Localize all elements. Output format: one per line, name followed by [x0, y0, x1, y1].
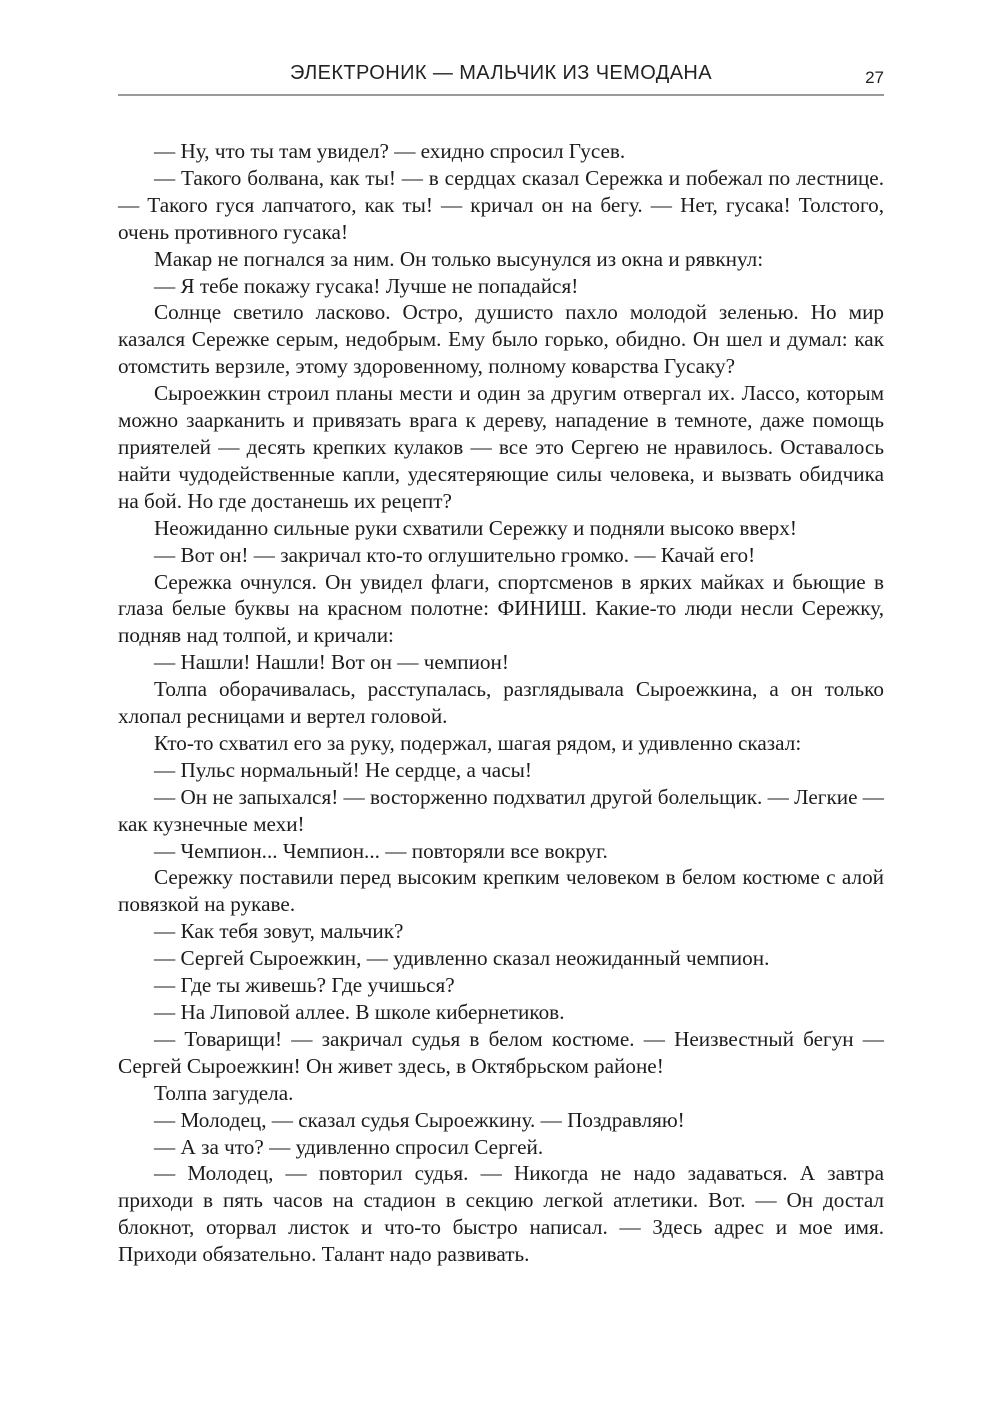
paragraph: — Нашли! Нашли! Вот он — чемпион!: [154, 650, 509, 675]
paragraph: — Как тебя зовут, мальчик?: [154, 919, 404, 944]
paragraph: — Я тебе покажу гусака! Лучше не попадайся!: [154, 273, 579, 298]
paragraph: Солнце светило ласково. Остро, душисто пахло молодой зеленью. Но мир казался Сережке серым, недобрым. Ему было горько, обидно. Он шел и думал: как отомстить верзиле, этому здоровенному, полному коварства Гусаку?: [118, 300, 884, 379]
paragraph: Сережку поставили перед высоким крепким человеком в белом костюме с алой повязкой на рукаве.: [118, 865, 884, 917]
paragraph: Макар не погнался за ним. Он только высунулся из окна и рявкнул:: [154, 246, 764, 271]
page-header: [118, 60, 884, 96]
running-title: ЭЛЕКТРОНИК — МАЛЬЧИК ИЗ ЧЕМОДАНА: [289, 62, 713, 84]
body-text: [118, 138, 884, 1268]
paragraph: — Молодец, — сказал судья Сыроежкину. — Поздравляю!: [154, 1107, 685, 1132]
paragraph: Толпа загудела.: [154, 1080, 294, 1105]
paragraph: Сережка очнулся. Он увидел флаги, спортсменов в ярких майках и бьющие в глаза белые буквы на красном полотне: ФИНИШ. Какие-то люди несли Сережку, подняв над толпой, и кричали:: [118, 569, 884, 648]
paragraph: — Товарищи! — закричал судья в белом костюме. — Неизвестный бегун — Сергей Сыроежкин! Он живет здесь, в Октябрьском районе!: [118, 1026, 884, 1078]
paragraph: — Он не запыхался! — восторженно подхватил другой болельщик. — Легкие — как кузнечные мехи!: [118, 784, 884, 836]
paragraph: — Пульс нормальный! Не сердце, а часы!: [154, 757, 532, 782]
paragraph: — Ну, что ты там увидел? — ехидно спросил Гусев.: [154, 139, 626, 163]
paragraph: — Чемпион... Чемпион... — повторяли все вокруг.: [154, 838, 608, 863]
paragraph: — Вот он! — закричал кто-то оглушительно громко. — Качай его!: [154, 542, 756, 567]
paragraph: — Сергей Сыроежкин, — удивленно сказал неожиданный чемпион.: [154, 946, 770, 971]
paragraph: — Где ты живешь? Где учишься?: [154, 973, 455, 998]
paragraph: Кто-то схватил его за руку, подержал, шагая рядом, и удивленно сказал:: [154, 730, 802, 755]
paragraph: — Молодец, — повторил судья. — Никогда не надо задаваться. А завтра приходи в пять часов на стадион в секцию легкой атлетики. Вот. — Он достал блокнот, оторвал листок и что-то быстро написал. — Здесь адрес и мое имя. Приходи обязательно. Талант надо развивать.: [118, 1161, 884, 1267]
paragraph: — А за что? — удивленно спросил Сергей.: [154, 1134, 544, 1159]
paragraph: — Такого болвана, как ты! — в сердцах сказал Сережка и побежал по лестнице. — Такого гуся лапчатого, как ты! — кричал он на бегу. — Нет, гусака! Толстого, очень противного гусака!: [118, 165, 884, 244]
page-number: 27: [865, 68, 884, 87]
paragraph: Толпа оборачивалась, расступалась, разглядывала Сыроежкина, а он только хлопал ресницами и вертел головой.: [118, 677, 884, 729]
paragraph: Неожиданно сильные руки схватили Сережку и подняли высоко вверх!: [154, 515, 797, 540]
paragraph: — На Липовой аллее. В школе кибернетиков.: [154, 1000, 565, 1024]
paragraph: Сыроежкин строил планы мести и один за другим отвергал их. Лассо, которым можно заарканить и привязать врага к дереву, нападение в темноте, даже помощь приятелей — десять крепких кулаков — все это Сергею не нравилось. Оставалось найти чудодейственные капли, удесятеряющие силы человека, и вызвать обидчика на бой. Но где достанешь их рецепт?: [118, 381, 884, 513]
